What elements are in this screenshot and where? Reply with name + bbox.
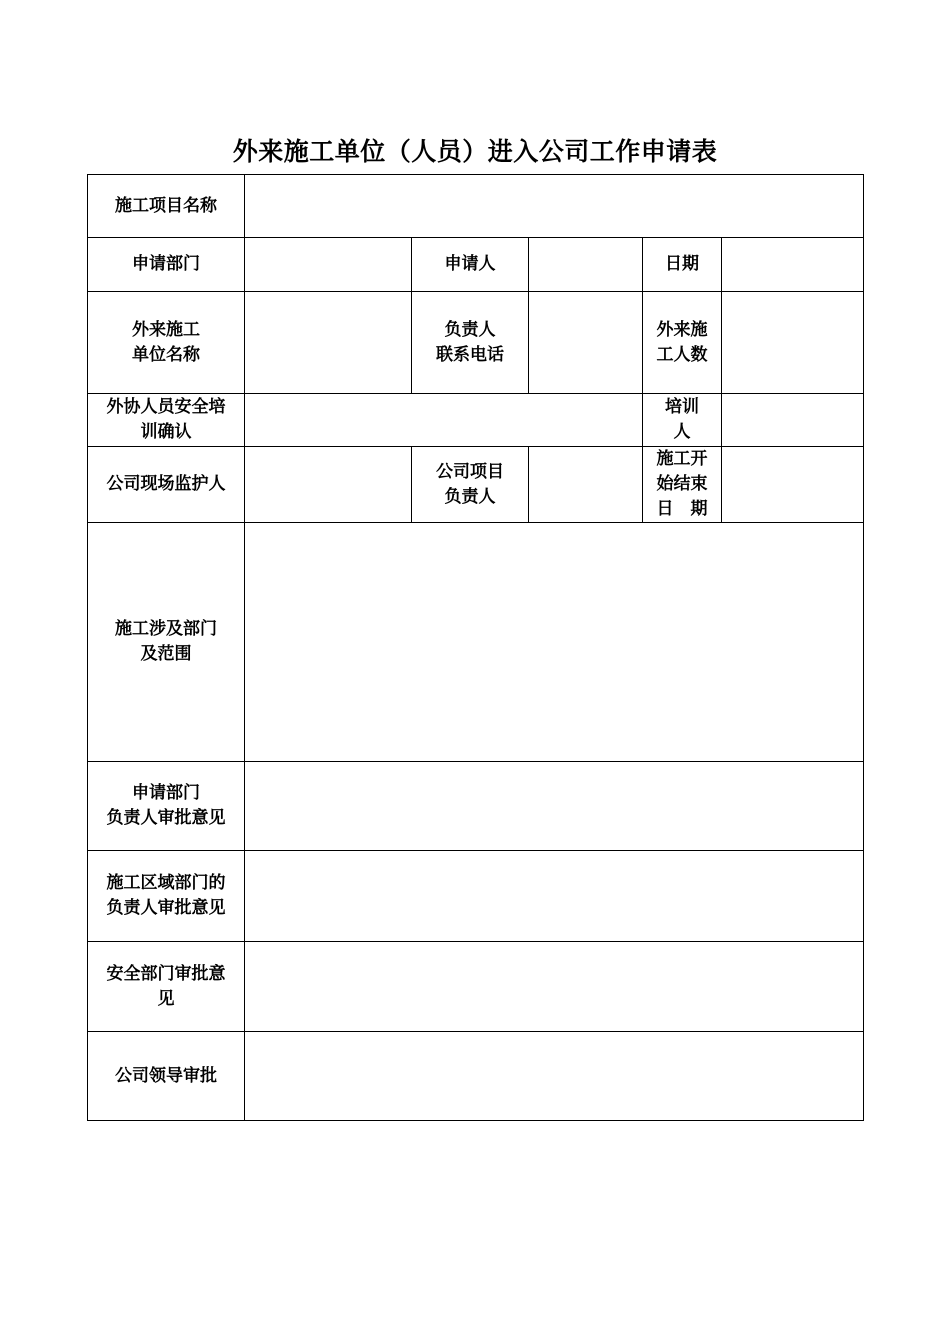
apply-dept-label: 申请部门 <box>88 238 245 292</box>
row-area-dept-approval <box>88 851 864 942</box>
worker-count-field[interactable] <box>722 292 864 394</box>
area-dept-approval-label: 施工区域部门的 负责人审批意见 <box>88 851 245 942</box>
row-safety-dept-approval <box>88 942 864 1032</box>
contractor-name-field[interactable] <box>245 292 412 394</box>
application-form-table <box>87 174 864 1121</box>
area-dept-approval-field[interactable] <box>245 851 864 942</box>
leader-approval-label: 公司领导审批 <box>88 1032 245 1121</box>
row-dept-applicant-date <box>88 238 864 292</box>
date-label: 日期 <box>643 238 722 292</box>
leader-approval-field[interactable] <box>245 1032 864 1121</box>
safety-dept-approval-field[interactable] <box>245 942 864 1032</box>
contact-phone-label: 负责人 联系电话 <box>412 292 529 394</box>
row-scope <box>88 523 864 762</box>
applicant-field[interactable] <box>529 238 643 292</box>
contact-phone-field[interactable] <box>529 292 643 394</box>
site-supervisor-field[interactable] <box>245 447 412 523</box>
row-project-name <box>88 175 864 238</box>
project-name-label: 施工项目名称 <box>88 175 245 238</box>
date-field[interactable] <box>722 238 864 292</box>
row-contractor <box>88 292 864 394</box>
work-dates-field[interactable] <box>722 447 864 523</box>
form-title: 外来施工单位（人员）进入公司工作申请表 <box>232 137 718 166</box>
dept-head-approval-field[interactable] <box>245 762 864 851</box>
trainer-field[interactable] <box>722 394 864 447</box>
project-lead-label: 公司项目 负责人 <box>412 447 529 523</box>
scope-field[interactable] <box>245 523 864 762</box>
scope-label: 施工涉及部门 及范围 <box>88 523 245 762</box>
row-safety-training <box>88 394 864 447</box>
row-supervisor <box>88 447 864 523</box>
site-supervisor-label: 公司现场监护人 <box>88 447 245 523</box>
work-dates-label: 施工开 始结束 日 期 <box>643 447 722 523</box>
worker-count-label: 外来施 工人数 <box>643 292 722 394</box>
trainer-label: 培训 人 <box>643 394 722 447</box>
applicant-label: 申请人 <box>412 238 529 292</box>
row-leader-approval <box>88 1032 864 1121</box>
row-dept-head-approval <box>88 762 864 851</box>
safety-training-label: 外协人员安全培 训确认 <box>88 394 245 447</box>
safety-training-field[interactable] <box>245 394 643 447</box>
contractor-name-label: 外来施工 单位名称 <box>88 292 245 394</box>
project-name-field[interactable] <box>245 175 864 238</box>
project-lead-field[interactable] <box>529 447 643 523</box>
safety-dept-approval-label: 安全部门审批意 见 <box>88 942 245 1032</box>
dept-head-approval-label: 申请部门 负责人审批意见 <box>88 762 245 851</box>
apply-dept-field[interactable] <box>245 238 412 292</box>
